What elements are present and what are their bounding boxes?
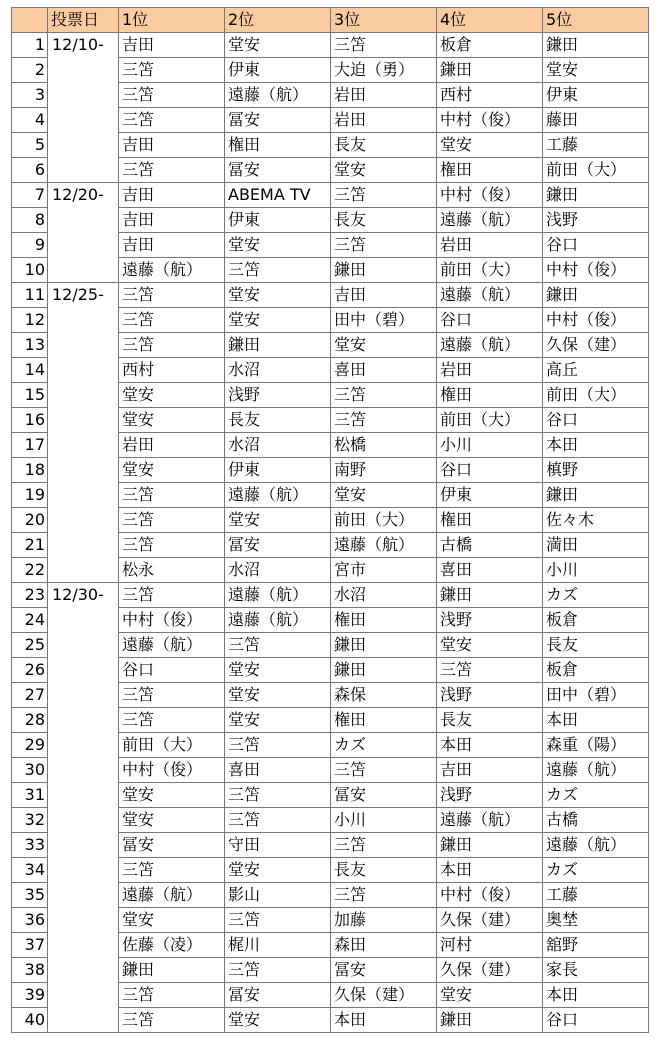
rank-3-cell[interactable]: 三笘 <box>331 383 437 408</box>
rank-4-cell[interactable]: 谷口 <box>437 458 543 483</box>
rank-5-cell[interactable]: 谷口 <box>543 1008 649 1033</box>
rank-2-cell[interactable]: 堂安 <box>225 308 331 333</box>
rank-2-cell[interactable]: 冨安 <box>225 158 331 183</box>
table-row <box>12 33 649 58</box>
rank-1-cell[interactable]: 堂安 <box>119 383 225 408</box>
rank-5-cell[interactable]: 中村（俊） <box>543 258 649 283</box>
rank-5-cell[interactable]: 舘野 <box>543 933 649 958</box>
rank-2-cell[interactable]: ABEMA TV <box>225 183 331 208</box>
rank-1-cell[interactable]: 前田（大） <box>119 733 225 758</box>
rank-1-cell[interactable]: 三笘 <box>119 983 225 1008</box>
rank-5-cell[interactable]: 奥埜 <box>543 908 649 933</box>
rank-2-cell[interactable]: 三笘 <box>225 783 331 808</box>
row-number-cell[interactable]: 25 <box>12 633 48 658</box>
rank-3-cell[interactable]: 鎌田 <box>331 658 437 683</box>
row-number-cell[interactable]: 31 <box>12 783 48 808</box>
row-number-cell[interactable]: 10 <box>12 258 48 283</box>
rank-2-cell[interactable]: 伊東 <box>225 208 331 233</box>
rank-5-cell[interactable]: 小川 <box>543 558 649 583</box>
rank-3-cell[interactable]: 長友 <box>331 858 437 883</box>
rank-2-cell[interactable]: 遠藤（航） <box>225 483 331 508</box>
rank-3-cell[interactable]: 松橋 <box>331 433 437 458</box>
rank-5-cell[interactable]: 本田 <box>543 983 649 1008</box>
rank-3-cell[interactable]: 堂安 <box>331 333 437 358</box>
rank-4-cell[interactable]: 堂安 <box>437 633 543 658</box>
header-rank-4[interactable]: 4位 <box>437 8 543 33</box>
rank-4-cell[interactable]: 遠藤（航） <box>437 283 543 308</box>
rank-3-cell[interactable]: 遠藤（航） <box>331 533 437 558</box>
table-row <box>12 283 649 308</box>
rank-1-cell[interactable]: 遠藤（航） <box>119 883 225 908</box>
rank-3-cell[interactable]: 冨安 <box>331 783 437 808</box>
rank-3-cell[interactable]: 三笘 <box>331 183 437 208</box>
table-row <box>12 583 649 608</box>
rank-4-cell[interactable]: 鎌田 <box>437 583 543 608</box>
rank-3-cell[interactable]: 三笘 <box>331 883 437 908</box>
rank-3-cell[interactable]: 前田（大） <box>331 508 437 533</box>
rank-1-cell[interactable]: 谷口 <box>119 658 225 683</box>
rank-4-cell[interactable]: 西村 <box>437 83 543 108</box>
row-number-cell[interactable]: 15 <box>12 383 48 408</box>
header-corner[interactable] <box>12 8 48 33</box>
header-rank-1[interactable]: 1位 <box>119 8 225 33</box>
rank-3-cell[interactable]: 南野 <box>331 458 437 483</box>
rank-5-cell[interactable]: 遠藤（航） <box>543 758 649 783</box>
rank-1-cell[interactable]: 堂安 <box>119 783 225 808</box>
rank-1-cell[interactable]: 三笘 <box>119 533 225 558</box>
rank-5-cell[interactable]: 家長 <box>543 958 649 983</box>
header-rank-3[interactable]: 3位 <box>331 8 437 33</box>
rank-1-cell[interactable]: 堂安 <box>119 808 225 833</box>
rank-2-cell[interactable]: 影山 <box>225 883 331 908</box>
rank-5-cell[interactable]: 谷口 <box>543 233 649 258</box>
rank-2-cell[interactable]: 冨安 <box>225 983 331 1008</box>
rank-3-cell[interactable]: 長友 <box>331 208 437 233</box>
rank-5-cell[interactable]: 板倉 <box>543 608 649 633</box>
rank-5-cell[interactable]: 工藤 <box>543 883 649 908</box>
rank-4-cell[interactable]: 中村（俊） <box>437 183 543 208</box>
rank-3-cell[interactable]: 岩田 <box>331 83 437 108</box>
rank-2-cell[interactable]: 水沼 <box>225 558 331 583</box>
rank-5-cell[interactable]: 谷口 <box>543 408 649 433</box>
row-number-cell[interactable]: 29 <box>12 733 48 758</box>
row-number-cell[interactable]: 23 <box>12 583 48 608</box>
rank-3-cell[interactable]: 小川 <box>331 808 437 833</box>
rank-4-cell[interactable]: 鎌田 <box>437 1008 543 1033</box>
row-number-cell[interactable]: 16 <box>12 408 48 433</box>
rank-2-cell[interactable]: 三笘 <box>225 258 331 283</box>
rank-5-cell[interactable]: 堂安 <box>543 58 649 83</box>
row-number-cell[interactable]: 28 <box>12 708 48 733</box>
rank-3-cell[interactable]: 三笘 <box>331 408 437 433</box>
rank-5-cell[interactable]: 古橋 <box>543 808 649 833</box>
rank-2-cell[interactable]: 堂安 <box>225 858 331 883</box>
rank-1-cell[interactable]: 三笘 <box>119 708 225 733</box>
rank-5-cell[interactable]: 鎌田 <box>543 283 649 308</box>
row-number-cell[interactable]: 38 <box>12 958 48 983</box>
rank-3-cell[interactable]: 冨安 <box>331 958 437 983</box>
rank-3-cell[interactable]: 吉田 <box>331 283 437 308</box>
rank-4-cell[interactable]: 三笘 <box>437 658 543 683</box>
rank-1-cell[interactable]: 三笘 <box>119 1008 225 1033</box>
rank-1-cell[interactable]: 遠藤（航） <box>119 633 225 658</box>
rank-3-cell[interactable]: 本田 <box>331 1008 437 1033</box>
rank-4-cell[interactable]: 久保（建） <box>437 908 543 933</box>
rank-4-cell[interactable]: 古橋 <box>437 533 543 558</box>
rank-1-cell[interactable]: 西村 <box>119 358 225 383</box>
row-number-cell[interactable]: 2 <box>12 58 48 83</box>
rank-5-cell[interactable]: 伊東 <box>543 83 649 108</box>
rank-2-cell[interactable]: 守田 <box>225 833 331 858</box>
rank-5-cell[interactable]: 本田 <box>543 433 649 458</box>
row-number-cell[interactable]: 21 <box>12 533 48 558</box>
row-number-cell[interactable]: 5 <box>12 133 48 158</box>
rank-3-cell[interactable]: 鎌田 <box>331 258 437 283</box>
row-number-cell[interactable]: 8 <box>12 208 48 233</box>
row-number-cell[interactable]: 32 <box>12 808 48 833</box>
header-rank-5[interactable]: 5位 <box>543 8 649 33</box>
rank-2-cell[interactable]: 遠藤（航） <box>225 83 331 108</box>
rank-2-cell[interactable]: 鎌田 <box>225 333 331 358</box>
row-number-cell[interactable]: 18 <box>12 458 48 483</box>
rank-1-cell[interactable]: 吉田 <box>119 208 225 233</box>
row-number-cell[interactable]: 14 <box>12 358 48 383</box>
rank-2-cell[interactable]: 伊東 <box>225 58 331 83</box>
row-number-cell[interactable]: 6 <box>12 158 48 183</box>
rank-5-cell[interactable]: 森重（陽） <box>543 733 649 758</box>
rank-2-cell[interactable]: 三笘 <box>225 733 331 758</box>
rank-5-cell[interactable]: カズ <box>543 783 649 808</box>
rank-2-cell[interactable]: 堂安 <box>225 683 331 708</box>
rank-4-cell[interactable]: 岩田 <box>437 233 543 258</box>
vote-date-cell[interactable]: 12/10- <box>48 33 119 183</box>
rank-5-cell[interactable]: 鎌田 <box>543 483 649 508</box>
rank-1-cell[interactable]: 鎌田 <box>119 958 225 983</box>
rank-1-cell[interactable]: 吉田 <box>119 183 225 208</box>
rank-4-cell[interactable]: 中村（俊） <box>437 108 543 133</box>
rank-5-cell[interactable]: 中村（俊） <box>543 308 649 333</box>
row-number-cell[interactable]: 12 <box>12 308 48 333</box>
rank-3-cell[interactable]: 森保 <box>331 683 437 708</box>
rank-3-cell[interactable]: 権田 <box>331 708 437 733</box>
rank-4-cell[interactable]: 遠藤（航） <box>437 333 543 358</box>
rank-2-cell[interactable]: 遠藤（航） <box>225 608 331 633</box>
rank-1-cell[interactable]: 三笘 <box>119 308 225 333</box>
rank-3-cell[interactable]: 久保（建） <box>331 983 437 1008</box>
rank-1-cell[interactable]: 堂安 <box>119 908 225 933</box>
rank-1-cell[interactable]: 堂安 <box>119 458 225 483</box>
row-number-cell[interactable]: 13 <box>12 333 48 358</box>
rank-1-cell[interactable]: 三笘 <box>119 108 225 133</box>
rank-5-cell[interactable]: 鎌田 <box>543 33 649 58</box>
rank-4-cell[interactable]: 河村 <box>437 933 543 958</box>
rank-4-cell[interactable]: 堂安 <box>437 133 543 158</box>
row-number-cell[interactable]: 36 <box>12 908 48 933</box>
rank-1-cell[interactable]: 佐藤（凌） <box>119 933 225 958</box>
rank-2-cell[interactable]: 堂安 <box>225 708 331 733</box>
row-number-cell[interactable]: 19 <box>12 483 48 508</box>
rank-5-cell[interactable]: 浅野 <box>543 208 649 233</box>
rank-4-cell[interactable]: 浅野 <box>437 608 543 633</box>
rank-1-cell[interactable]: 遠藤（航） <box>119 258 225 283</box>
rank-3-cell[interactable]: 権田 <box>331 608 437 633</box>
rank-2-cell[interactable]: 三笘 <box>225 908 331 933</box>
row-number-cell[interactable]: 33 <box>12 833 48 858</box>
rank-4-cell[interactable]: 権田 <box>437 508 543 533</box>
rank-5-cell[interactable]: 久保（建） <box>543 333 649 358</box>
rank-2-cell[interactable]: 三笘 <box>225 633 331 658</box>
rank-1-cell[interactable]: 吉田 <box>119 133 225 158</box>
row-number-cell[interactable]: 39 <box>12 983 48 1008</box>
rank-3-cell[interactable]: 堂安 <box>331 158 437 183</box>
rank-3-cell[interactable]: 三笘 <box>331 33 437 58</box>
rank-4-cell[interactable]: 谷口 <box>437 308 543 333</box>
rank-4-cell[interactable]: 伊東 <box>437 483 543 508</box>
rank-3-cell[interactable]: 大迫（勇） <box>331 58 437 83</box>
row-number-cell[interactable]: 35 <box>12 883 48 908</box>
rank-3-cell[interactable]: 宮市 <box>331 558 437 583</box>
rank-1-cell[interactable]: 中村（俊） <box>119 758 225 783</box>
rank-4-cell[interactable]: 権田 <box>437 158 543 183</box>
rank-2-cell[interactable]: 伊東 <box>225 458 331 483</box>
rank-1-cell[interactable]: 三笘 <box>119 283 225 308</box>
header-rank-2[interactable]: 2位 <box>225 8 331 33</box>
rank-4-cell[interactable]: 前田（大） <box>437 258 543 283</box>
rank-1-cell[interactable]: 岩田 <box>119 433 225 458</box>
header-row <box>12 8 649 33</box>
vote-date-cell[interactable]: 12/25- <box>48 283 119 583</box>
rank-5-cell[interactable]: 田中（碧） <box>543 683 649 708</box>
rank-5-cell[interactable]: 藤田 <box>543 108 649 133</box>
rank-4-cell[interactable]: 喜田 <box>437 558 543 583</box>
rank-2-cell[interactable]: 冨安 <box>225 533 331 558</box>
rank-3-cell[interactable]: 森田 <box>331 933 437 958</box>
rank-4-cell[interactable]: 鎌田 <box>437 833 543 858</box>
rank-1-cell[interactable]: 中村（俊） <box>119 608 225 633</box>
rank-3-cell[interactable]: 水沼 <box>331 583 437 608</box>
rank-2-cell[interactable]: 梶川 <box>225 933 331 958</box>
row-number-cell[interactable]: 30 <box>12 758 48 783</box>
row-number-cell[interactable]: 3 <box>12 83 48 108</box>
rank-4-cell[interactable]: 本田 <box>437 858 543 883</box>
rank-2-cell[interactable]: 堂安 <box>225 1008 331 1033</box>
rank-5-cell[interactable]: カズ <box>543 583 649 608</box>
rank-4-cell[interactable]: 浅野 <box>437 683 543 708</box>
rank-4-cell[interactable]: 中村（俊） <box>437 883 543 908</box>
vote-date-cell[interactable]: 12/30- <box>48 583 119 1033</box>
rank-3-cell[interactable]: 田中（碧） <box>331 308 437 333</box>
header-vote-date[interactable]: 投票日 <box>48 8 119 33</box>
rank-4-cell[interactable]: 浅野 <box>437 783 543 808</box>
row-number-cell[interactable]: 1 <box>12 33 48 58</box>
rank-4-cell[interactable]: 遠藤（航） <box>437 808 543 833</box>
ranking-table <box>11 7 649 1033</box>
rank-5-cell[interactable]: 遠藤（航） <box>543 833 649 858</box>
row-number-cell[interactable]: 9 <box>12 233 48 258</box>
rank-5-cell[interactable]: 本田 <box>543 708 649 733</box>
rank-4-cell[interactable]: 岩田 <box>437 358 543 383</box>
rank-1-cell[interactable]: 松永 <box>119 558 225 583</box>
rank-3-cell[interactable]: 長友 <box>331 133 437 158</box>
row-number-cell[interactable]: 40 <box>12 1008 48 1033</box>
rank-3-cell[interactable]: 堂安 <box>331 483 437 508</box>
rank-5-cell[interactable]: 佐々木 <box>543 508 649 533</box>
rank-4-cell[interactable]: 本田 <box>437 733 543 758</box>
row-number-cell[interactable]: 37 <box>12 933 48 958</box>
row-number-cell[interactable]: 17 <box>12 433 48 458</box>
table-row <box>12 183 649 208</box>
rank-2-cell[interactable]: 喜田 <box>225 758 331 783</box>
rank-2-cell[interactable]: 冨安 <box>225 108 331 133</box>
rank-4-cell[interactable]: 長友 <box>437 708 543 733</box>
rank-2-cell[interactable]: 水沼 <box>225 358 331 383</box>
rank-2-cell[interactable]: 三笘 <box>225 808 331 833</box>
row-number-cell[interactable]: 11 <box>12 283 48 308</box>
rank-3-cell[interactable]: 三笘 <box>331 758 437 783</box>
rank-1-cell[interactable]: 三笘 <box>119 858 225 883</box>
rank-4-cell[interactable]: 板倉 <box>437 33 543 58</box>
row-number-cell[interactable]: 34 <box>12 858 48 883</box>
rank-1-cell[interactable]: 三笘 <box>119 483 225 508</box>
rank-4-cell[interactable]: 前田（大） <box>437 408 543 433</box>
rank-2-cell[interactable]: 堂安 <box>225 658 331 683</box>
rank-5-cell[interactable]: 前田（大） <box>543 383 649 408</box>
row-number-cell[interactable]: 27 <box>12 683 48 708</box>
rank-4-cell[interactable]: 吉田 <box>437 758 543 783</box>
rank-3-cell[interactable]: 鎌田 <box>331 633 437 658</box>
rank-1-cell[interactable]: 三笘 <box>119 508 225 533</box>
rank-4-cell[interactable]: 鎌田 <box>437 58 543 83</box>
rank-5-cell[interactable]: 工藤 <box>543 133 649 158</box>
rank-2-cell[interactable]: 長友 <box>225 408 331 433</box>
row-number-cell[interactable]: 20 <box>12 508 48 533</box>
rank-4-cell[interactable]: 久保（建） <box>437 958 543 983</box>
rank-3-cell[interactable]: 三笘 <box>331 233 437 258</box>
rank-1-cell[interactable]: 三笘 <box>119 683 225 708</box>
row-number-cell[interactable]: 22 <box>12 558 48 583</box>
row-number-cell[interactable]: 26 <box>12 658 48 683</box>
rank-2-cell[interactable]: 三笘 <box>225 958 331 983</box>
table-body <box>12 33 649 1033</box>
rank-3-cell[interactable]: 加藤 <box>331 908 437 933</box>
rank-2-cell[interactable]: 堂安 <box>225 283 331 308</box>
rank-1-cell[interactable]: 三笘 <box>119 83 225 108</box>
rank-1-cell[interactable]: 三笘 <box>119 158 225 183</box>
rank-4-cell[interactable]: 小川 <box>437 433 543 458</box>
row-number-cell[interactable]: 24 <box>12 608 48 633</box>
rank-3-cell[interactable]: 喜田 <box>331 358 437 383</box>
rank-5-cell[interactable]: 鎌田 <box>543 183 649 208</box>
rank-2-cell[interactable]: 遠藤（航） <box>225 583 331 608</box>
rank-2-cell[interactable]: 堂安 <box>225 233 331 258</box>
row-number-cell[interactable]: 7 <box>12 183 48 208</box>
rank-2-cell[interactable]: 堂安 <box>225 33 331 58</box>
rank-5-cell[interactable]: 満田 <box>543 533 649 558</box>
rank-5-cell[interactable]: 高丘 <box>543 358 649 383</box>
rank-4-cell[interactable]: 堂安 <box>437 983 543 1008</box>
rank-1-cell[interactable]: 三笘 <box>119 58 225 83</box>
rank-5-cell[interactable]: 長友 <box>543 633 649 658</box>
vote-date-cell[interactable]: 12/20- <box>48 183 119 283</box>
rank-5-cell[interactable]: 前田（大） <box>543 158 649 183</box>
row-number-cell[interactable]: 4 <box>12 108 48 133</box>
rank-5-cell[interactable]: カズ <box>543 858 649 883</box>
rank-5-cell[interactable]: 板倉 <box>543 658 649 683</box>
rank-3-cell[interactable]: 三笘 <box>331 833 437 858</box>
rank-1-cell[interactable]: 吉田 <box>119 233 225 258</box>
rank-2-cell[interactable]: 浅野 <box>225 383 331 408</box>
rank-1-cell[interactable]: 冨安 <box>119 833 225 858</box>
rank-3-cell[interactable]: カズ <box>331 733 437 758</box>
rank-2-cell[interactable]: 水沼 <box>225 433 331 458</box>
rank-3-cell[interactable]: 岩田 <box>331 108 437 133</box>
rank-1-cell[interactable]: 三笘 <box>119 583 225 608</box>
rank-1-cell[interactable]: 吉田 <box>119 33 225 58</box>
rank-4-cell[interactable]: 遠藤（航） <box>437 208 543 233</box>
rank-4-cell[interactable]: 権田 <box>437 383 543 408</box>
rank-2-cell[interactable]: 堂安 <box>225 508 331 533</box>
rank-2-cell[interactable]: 権田 <box>225 133 331 158</box>
rank-1-cell[interactable]: 堂安 <box>119 408 225 433</box>
rank-5-cell[interactable]: 槙野 <box>543 458 649 483</box>
rank-1-cell[interactable]: 三笘 <box>119 333 225 358</box>
